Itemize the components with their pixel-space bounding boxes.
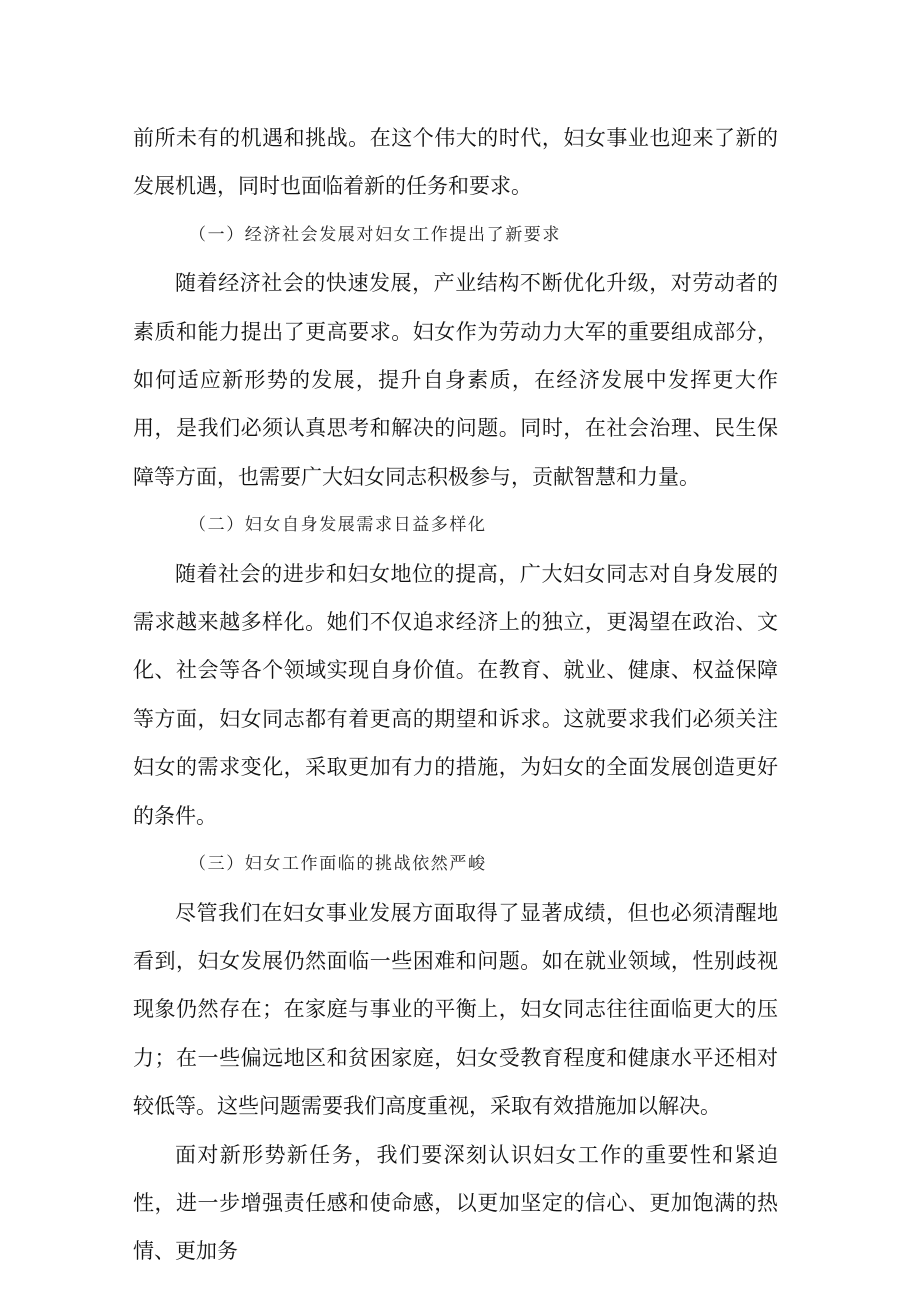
section-heading-2: （二）妇女自身发展需求日益多样化 (189, 515, 487, 536)
paragraph-economic-development: 随着经济社会的快速发展，产业结构不断优化升级，对劳动者的素质和能力提出了更高要求。妇女作为劳动力大军的重要组成部分，如何适应新形势的发展，提升自身素质，在经济发展中发挥更大作用，是我们必须认真思考和解决的问题。同时，在社会治理、民生保障等方面，也需要广大妇女同志积极参与，贡献智慧和力量。 (133, 271, 778, 489)
paragraph-continuation: 前所未有的机遇和挑战。在这个伟大的时代，妇女事业也迎来了新的发展机遇，同时也面临着新的任务和要求。 (133, 126, 778, 199)
section-heading-1: （一）经济社会发展对妇女工作提出了新要求 (189, 224, 561, 245)
paragraph-challenges: 尽管我们在妇女事业发展方面取得了显著成绩，但也必须清醒地看到，妇女发展仍然面临一些困难和问题。如在就业领域，性别歧视现象仍然存在；在家庭与事业的平衡上，妇女同志往往面临更大的压力；在一些偏远地区和贫困家庭，妇女受教育程度和健康水平还相对较低等。这些问题需要我们高度重视，采取有效措施加以解决。 (133, 900, 778, 1119)
paragraph-new-tasks: 面对新形势新任务，我们要深刻认识妇女工作的重要性和紧迫性，进一步增强责任感和使命感，以更加坚定的信心、更加饱满的热情、更加务 (133, 1142, 778, 1264)
paragraph-diverse-needs: 随着社会的进步和妇女地位的提高，广大妇女同志对自身发展的需求越来越多样化。她们不仅追求经济上的独立，更渴望在政治、文化、社会等各个领域实现自身价值。在教育、就业、健康、权益保障等方面，妇女同志都有着更高的期望和诉求。这就要求我们必须关注妇女的需求变化，采取更加有力的措施，为妇女的全面发展创造更好的条件。 (133, 561, 778, 828)
document-body (133, 114, 778, 1276)
section-heading-3: （三）妇女工作面临的挑战依然严峻 (189, 854, 487, 875)
